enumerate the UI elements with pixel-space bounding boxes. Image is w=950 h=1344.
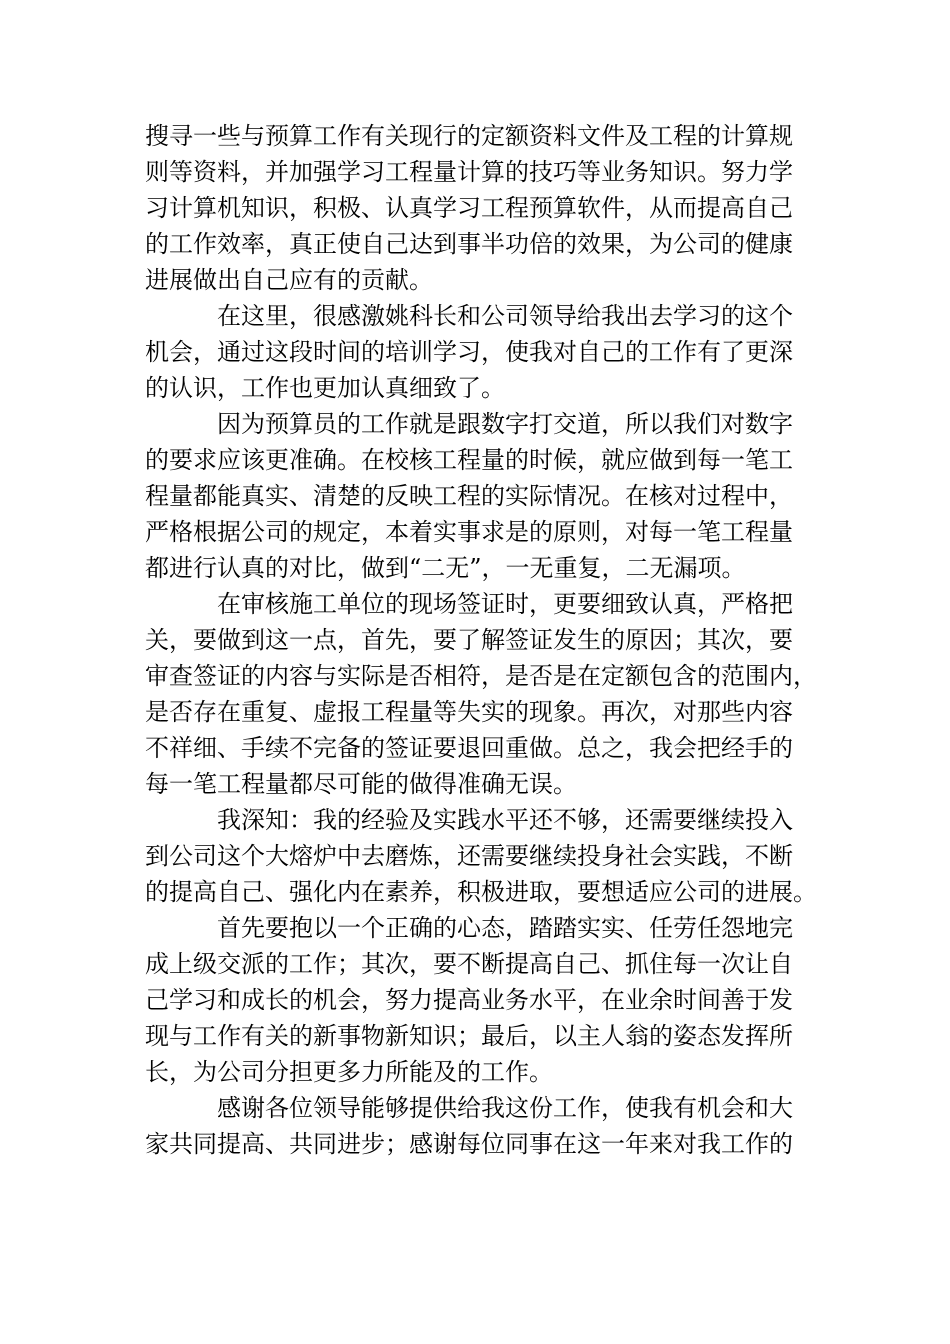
- text-line: 的要求应该更准确。在校核工程量的时候，就应做到每一笔工: [145, 446, 793, 474]
- paragraph-first-line: 我深知：我的经验及实践水平还不够，还需要继续投入: [217, 806, 793, 834]
- text-line: 己学习和成长的机会，努力提高业务水平，在业余时间善于发: [145, 986, 793, 1014]
- text-line: 则等资料，并加强学习工程量计算的技巧等业务知识。努力学: [145, 158, 793, 186]
- text-line: 程量都能真实、清楚的反映工程的实际情况。在核对过程中，: [145, 482, 793, 510]
- text-line: 机会，通过这段时间的培训学习，使我对自己的工作有了更深: [145, 338, 793, 366]
- text-line: 不祥细、手续不完备的签证要退回重做。总之，我会把经手的: [145, 734, 793, 762]
- paragraph-first-line: 因为预算员的工作就是跟数字打交道，所以我们对数字: [217, 410, 793, 438]
- text-line: 的认识，工作也更加认真细致了。: [145, 374, 505, 402]
- document-body: [145, 118, 817, 1162]
- text-line: 审查签证的内容与实际是否相符，是否是在定额包含的范围内，: [145, 662, 817, 690]
- paragraph-first-line: 在这里，很感激姚科长和公司领导给我出去学习的这个: [217, 302, 793, 330]
- text-line: 现与工作有关的新事物新知识；最后，以主人翁的姿态发挥所: [145, 1022, 793, 1050]
- text-line: 搜寻一些与预算工作有关现行的定额资料文件及工程的计算规: [145, 122, 793, 150]
- text-line: 长，为公司分担更多力所能及的工作。: [145, 1058, 553, 1086]
- paragraph-first-line: 首先要抱以一个正确的心态，踏踏实实、任劳任怨地完: [217, 914, 793, 942]
- text-line: 每一笔工程量都尽可能的做得准确无误。: [145, 770, 577, 798]
- paragraph-first-line: 在审核施工单位的现场签证时，更要细致认真，严格把: [217, 590, 793, 618]
- text-line: 的提高自己、强化内在素养，积极进取，要想适应公司的进展。: [145, 878, 817, 906]
- text-line: 家共同提高、共同进步；感谢每位同事在这一年来对我工作的: [145, 1130, 793, 1158]
- text-line: 严格根据公司的规定，本着实事求是的原则，对每一笔工程量: [145, 518, 793, 546]
- paragraph-first-line: 感谢各位领导能够提供给我这份工作，使我有机会和大: [217, 1094, 793, 1122]
- text-line: 进展做出自己应有的贡献。: [145, 266, 433, 294]
- text-line: 都进行认真的对比，做到“二无”，一无重复，二无漏项。: [145, 554, 746, 582]
- text-line: 的工作效率，真正使自己达到事半功倍的效果，为公司的健康: [145, 230, 793, 258]
- text-line: 到公司这个大熔炉中去磨炼，还需要继续投身社会实践，不断: [145, 842, 793, 870]
- text-line: 成上级交派的工作；其次，要不断提高自己、抓住每一次让自: [145, 950, 793, 978]
- text-line: 习计算机知识，积极、认真学习工程预算软件，从而提高自己: [145, 194, 793, 222]
- text-line: 关，要做到这一点，首先，要了解签证发生的原因；其次，要: [145, 626, 793, 654]
- text-line: 是否存在重复、虚报工程量等失实的现象。再次，对那些内容: [145, 698, 793, 726]
